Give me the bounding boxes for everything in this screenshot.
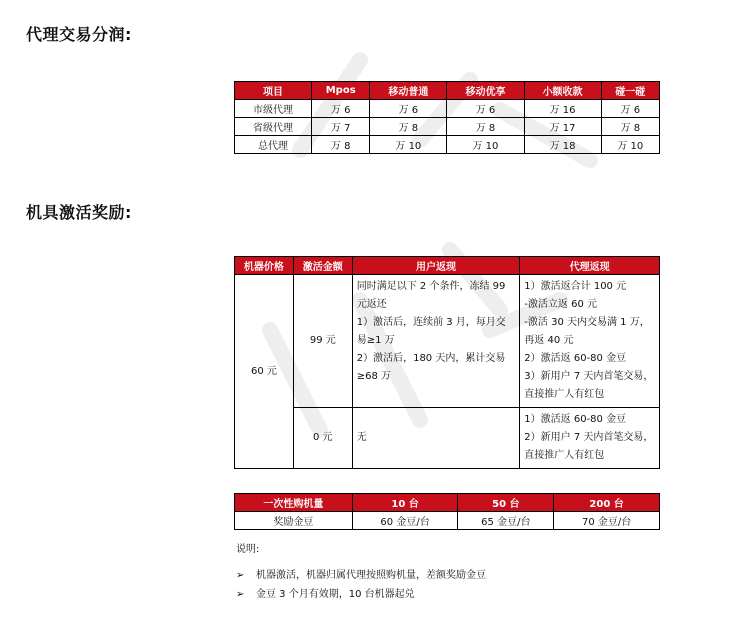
profit-table bbox=[234, 81, 660, 154]
table-cell: 奖励金豆 bbox=[235, 512, 353, 530]
header-cell: 项目 bbox=[235, 82, 312, 100]
table-cell: 万 6 bbox=[447, 100, 524, 118]
table-cell: 万 7 bbox=[312, 118, 370, 136]
text-line: 易≥1 万 bbox=[356, 335, 395, 346]
header-cell: 用户返现 bbox=[352, 257, 520, 275]
table-cell: 万 8 bbox=[312, 136, 370, 154]
table-cell: 万 10 bbox=[601, 136, 659, 154]
list-item bbox=[236, 585, 415, 600]
table-cell: 60 金豆/台 bbox=[352, 512, 458, 530]
text-line: 元返还 bbox=[356, 299, 387, 310]
agent-cashback-cell bbox=[520, 275, 660, 408]
note-title: 说明: bbox=[236, 544, 260, 555]
text-line: 1）激活后，连续前 3 月，每月交 bbox=[356, 317, 506, 328]
text-line: 3）新用户 7 天内首笔交易， bbox=[524, 371, 654, 382]
header-cell: 10 台 bbox=[352, 494, 458, 512]
table-header-row bbox=[235, 494, 660, 512]
text-line: 同时满足以下 2 个条件，冻结 99 bbox=[356, 281, 506, 292]
text-line: 再返 40 元 bbox=[524, 335, 574, 346]
text-line: 直接推广人有红包 bbox=[524, 389, 605, 400]
table-row bbox=[235, 275, 660, 408]
header-cell: 碰一碰 bbox=[601, 82, 659, 100]
table-row bbox=[235, 136, 660, 154]
table-header-row bbox=[235, 82, 660, 100]
table-cell: 65 金豆/台 bbox=[458, 512, 554, 530]
table-cell: 市级代理 bbox=[235, 100, 312, 118]
table-cell: 万 18 bbox=[524, 136, 601, 154]
table-row bbox=[235, 100, 660, 118]
text-line: 2）新用户 7 天内首笔交易， bbox=[524, 432, 654, 443]
price-cell: 60 元 bbox=[235, 275, 294, 469]
table-cell: 万 10 bbox=[370, 136, 447, 154]
table-cell: 万 8 bbox=[601, 118, 659, 136]
header-cell: 一次性购机量 bbox=[235, 494, 353, 512]
header-cell: Mpos bbox=[312, 82, 370, 100]
text-line: 直接推广人有红包 bbox=[524, 450, 605, 461]
section-title-profit: 代理交易分润: bbox=[26, 25, 132, 44]
table-cell: 总代理 bbox=[235, 136, 312, 154]
table-cell: 万 8 bbox=[447, 118, 524, 136]
header-cell: 移动普通 bbox=[370, 82, 447, 100]
text-line: -激活立返 60 元 bbox=[524, 299, 597, 310]
table-row bbox=[235, 408, 660, 469]
table-cell: 万 10 bbox=[447, 136, 524, 154]
activation-table bbox=[234, 256, 660, 469]
table-cell: 万 6 bbox=[601, 100, 659, 118]
header-cell: 50 台 bbox=[458, 494, 554, 512]
arrow-bullet-icon: ➢ bbox=[236, 589, 245, 600]
bullet-text: 机器激活，机器归属代理按照购机量，差额奖励金豆 bbox=[256, 570, 486, 581]
text-line: 无 bbox=[356, 432, 367, 443]
table-cell: 万 6 bbox=[312, 100, 370, 118]
table-row bbox=[235, 118, 660, 136]
header-cell: 激活金额 bbox=[293, 257, 352, 275]
purchase-bonus-table bbox=[234, 493, 660, 530]
text-line: 2）激活返 60-80 金豆 bbox=[524, 353, 627, 364]
header-cell: 小额收款 bbox=[524, 82, 601, 100]
table-header-row bbox=[235, 257, 660, 275]
table-cell: 70 金豆/台 bbox=[554, 512, 660, 530]
table-cell: 万 6 bbox=[370, 100, 447, 118]
user-cashback-cell bbox=[352, 408, 520, 469]
list-item bbox=[236, 566, 486, 581]
table-cell: 万 8 bbox=[370, 118, 447, 136]
header-cell: 移动优享 bbox=[447, 82, 524, 100]
agent-cashback-cell bbox=[520, 408, 660, 469]
text-line: 2）激活后，180 天内，累计交易 bbox=[356, 353, 506, 364]
table-row bbox=[235, 512, 660, 530]
header-cell: 机器价格 bbox=[235, 257, 294, 275]
header-cell: 代理返现 bbox=[520, 257, 660, 275]
section-title-activation: 机具激活奖励: bbox=[26, 203, 132, 222]
header-cell: 200 台 bbox=[554, 494, 660, 512]
text-line: 1）激活返 60-80 金豆 bbox=[524, 414, 627, 425]
text-line: -激活 30 天内交易满 1 万， bbox=[524, 317, 650, 328]
bullet-text: 金豆 3 个月有效期，10 台机器起兑 bbox=[256, 589, 415, 600]
amount-cell: 0 元 bbox=[293, 408, 352, 469]
amount-cell: 99 元 bbox=[293, 275, 352, 408]
table-cell: 万 16 bbox=[524, 100, 601, 118]
arrow-bullet-icon: ➢ bbox=[236, 570, 245, 581]
text-line: 1）激活返合计 100 元 bbox=[524, 281, 627, 292]
user-cashback-cell bbox=[352, 275, 520, 408]
text-line: ≥68 万 bbox=[356, 371, 392, 382]
table-cell: 省级代理 bbox=[235, 118, 312, 136]
table-cell: 万 17 bbox=[524, 118, 601, 136]
